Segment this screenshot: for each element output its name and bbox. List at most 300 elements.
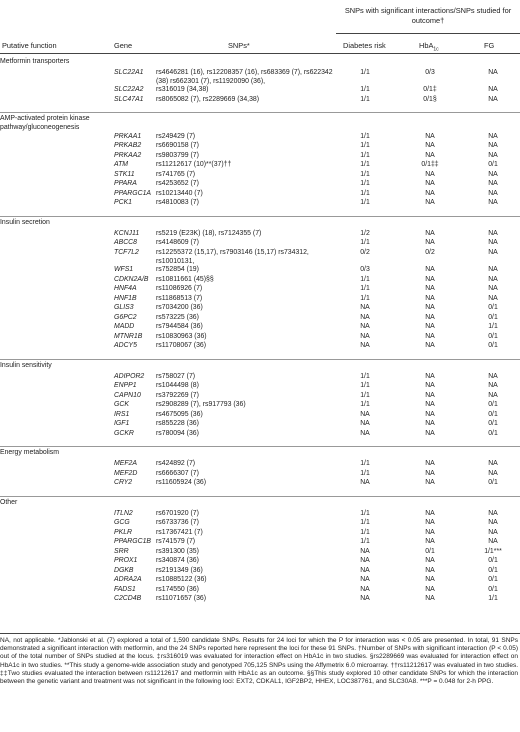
diabetes-risk-cell: 1/1 [360,391,370,399]
diabetes-risk-cell: NA [360,332,370,340]
diabetes-risk-cell: 0/3 [360,266,370,274]
gene-cell: ADIPOR2 [114,372,145,380]
fg-cell: NA [488,69,498,76]
hba1c-cell: NA [425,528,435,536]
function-cell [0,239,114,249]
snps-cell: rs758027 (7) [156,372,196,380]
diabetes-risk-cell: NA [360,323,370,331]
snps-cell: rs573225 (36) [156,313,199,321]
snps-cell: rs17367421 (7) [156,528,203,536]
gene-cell: PROX1 [114,557,138,565]
gene-cell: PCK1 [114,199,133,207]
fg-cell: 0/1 [488,332,498,340]
diabetes-risk-cell: 1/1 [360,285,370,293]
hba1c-cell: NA [425,170,435,178]
gene-cell: WFS1 [114,266,134,274]
section-row [0,496,520,510]
fg-cell: NA [488,95,498,103]
table-row [0,479,520,489]
hba1c-cell: NA [425,410,435,418]
table-row [0,510,520,520]
gene-cell: ENPP1 [114,382,137,390]
gene-cell: STK11 [114,170,135,178]
fg-cell: NA [488,528,498,536]
diabetes-risk-cell: 1/1 [360,401,370,409]
function-cell [0,519,114,529]
hba1c-cell: NA [425,275,435,283]
hba1c-cell: NA [425,576,435,584]
function-cell [0,199,114,209]
function-cell [0,323,114,333]
header-rule [0,53,520,54]
function-cell [0,180,114,190]
fg-cell: NA [488,460,498,468]
fg-cell: NA [488,239,498,247]
snps-cell: rs2908289 (7), rs917793 (36) [156,401,246,409]
table-row [0,586,520,596]
fg-cell: NA [488,538,498,546]
function-cell [0,529,114,539]
snps-cell: rs2191349 (36) [156,566,203,574]
snps-cell: rs11868513 (7) [156,294,203,302]
hba1c-cell: NA [425,132,435,140]
snps-cell: rs10811661 (45)§§ [156,275,214,283]
hba1c-cell: NA [425,229,435,237]
section-divider [0,439,520,447]
table-row [0,470,520,480]
table-row [0,304,520,314]
gene-cell: MEF2A [114,460,137,468]
gene-cell: PRKAB2 [114,142,142,150]
diabetes-risk-cell: 1/1 [360,382,370,390]
hba1c-cell: NA [425,429,435,437]
header-gene: Gene [114,41,133,50]
diabetes-risk-cell: 1/1 [360,239,370,247]
table-row [0,519,520,529]
gene-cell: G6PC2 [114,313,137,321]
section-row [0,113,520,133]
function-cell [0,411,114,421]
diabetes-risk-cell: 1/1 [360,142,370,150]
fg-cell: NA [488,151,498,159]
hba1c-cell: NA [425,342,435,350]
fg-cell: NA [488,189,498,197]
fg-cell: 0/1 [488,585,498,593]
function-cell [0,69,114,86]
diabetes-risk-cell: 1/1 [360,132,370,140]
function-cell [0,285,114,295]
snps-cell: rs11708067 (36) [156,342,207,350]
hba1c-cell: NA [425,382,435,390]
table-row [0,557,520,567]
snps-cell: rs7034200 (36) [156,304,203,312]
hba1c-cell: NA [425,180,435,188]
gene-cell: MTNR1B [114,332,143,340]
fg-cell: 0/1 [488,566,498,574]
gene-cell: CDKN2A/B [114,275,149,283]
header-snps: SNPs* [228,41,250,50]
hba1c-cell: NA [425,595,435,603]
section-divider [0,352,520,360]
gene-cell: PPARA [114,180,137,188]
table-row [0,420,520,430]
gene-cell: ITLN2 [114,509,133,517]
hba1c-cell: NA [425,585,435,593]
snps-cell: rs6666307 (7) [156,469,199,477]
function-cell [0,401,114,411]
snps-cell: rs7944584 (36) [156,323,203,331]
snps-cell: rs12255372 (15,17), rs7903146 (15,17) rs734312, rs10010131, [156,248,309,265]
snps-cell: rs340874 (36) [156,557,199,565]
table-bottom-rule [0,633,520,634]
gene-cell: CRY2 [114,479,133,487]
snps-cell: rs4253652 (7) [156,180,199,188]
fg-cell: NA [488,180,498,188]
function-cell [0,161,114,171]
snps-cell: rs174550 (36) [156,585,199,593]
gene-cell: HNF1B [114,294,137,302]
gene-cell: FADS1 [114,585,136,593]
gene-cell: TCF7L2 [114,248,139,256]
gene-cell: ADCY5 [114,342,137,350]
snps-cell: rs3792269 (7) [156,391,199,399]
section-divider [0,489,520,497]
hba1c-cell: NA [425,372,435,380]
gene-cell: IRS1 [114,410,130,418]
diabetes-risk-cell: 1/1 [360,199,370,207]
snps-cell: rs10885122 (36) [156,576,207,584]
snps-cell: rs391300 (35) [156,547,199,555]
hba1c-cell: NA [425,199,435,207]
function-cell [0,333,114,343]
fg-cell: NA [488,519,498,527]
gene-cell: PKLR [114,528,133,536]
table-row [0,295,520,305]
diabetes-risk-cell: NA [360,304,370,312]
hba1c-cell: NA [425,469,435,477]
diabetes-risk-cell: NA [360,547,370,555]
table-row [0,382,520,392]
hba1c-cell: NA [425,151,435,159]
snps-cell: rs424892 (7) [156,460,196,468]
section-title: Other [0,498,18,506]
hba1c-cell: 0/1‡‡ [421,161,439,169]
gene-cell: SLC47A1 [114,95,144,103]
gene-cell: ATM [114,161,129,169]
fg-cell: NA [488,285,498,293]
table-row [0,373,520,383]
gene-cell: MADD [114,323,135,331]
function-cell [0,230,114,240]
function-cell [0,314,114,324]
snps-cell: rs4675095 (36) [156,410,203,418]
diabetes-risk-cell: 1/1 [360,509,370,517]
diabetes-risk-cell: 1/1 [360,95,370,103]
hba1c-cell: 0/1‡ [423,86,437,94]
table-row [0,567,520,577]
gene-cell: GCKR [114,429,134,437]
fg-cell: 0/1 [488,429,498,437]
function-cell [0,586,114,596]
hba1c-cell: 0/2 [425,248,435,256]
diabetes-risk-cell: 1/1 [360,161,370,169]
diabetes-risk-cell: 0/2 [360,248,370,256]
fg-cell: NA [488,132,498,140]
table-row [0,576,520,586]
header-diabetes-risk: Diabetes risk [343,41,386,50]
diabetes-risk-cell: 1/1 [360,372,370,380]
table-row [0,96,520,106]
fg-cell: 0/1 [488,576,498,584]
table-row [0,133,520,143]
hba1c-cell: NA [425,332,435,340]
hba1c-cell: NA [425,391,435,399]
gene-cell: C2CD4B [114,595,142,603]
snps-cell: rs4148609 (7) [156,239,199,247]
hba1c-cell: NA [425,313,435,321]
gene-cell: GCK [114,401,129,409]
fg-cell: 0/1 [488,401,498,409]
function-cell [0,304,114,314]
table-row [0,180,520,190]
fg-cell: 0/1 [488,304,498,312]
header-hba1c: HbA$_{1c}$ [419,41,439,53]
table-row [0,69,520,86]
table-row [0,276,520,286]
gene-cell: MEF2D [114,469,138,477]
function-cell [0,460,114,470]
diabetes-risk-cell: NA [360,342,370,350]
table-row [0,239,520,249]
function-cell [0,548,114,558]
diabetes-risk-cell: NA [360,576,370,584]
hba1c-cell: NA [425,294,435,302]
diabetes-risk-cell: NA [360,410,370,418]
function-cell [0,266,114,276]
function-cell [0,295,114,305]
hba1c-cell: NA [425,538,435,546]
table-row [0,548,520,558]
fg-cell: 1/1 [488,323,498,331]
gene-cell: DGKB [114,566,134,574]
diabetes-risk-cell: 1/1 [360,460,370,468]
gene-cell: IGF1 [114,420,130,428]
table-row [0,538,520,548]
section-row [0,56,520,69]
table-row [0,411,520,421]
table-row [0,285,520,295]
snps-cell: rs8065082 (7), rs2289669 (34,38) [156,95,260,103]
column-group-header: SNPs with significant interactions/SNPs studied for outcome† [344,6,512,25]
fg-cell: NA [488,229,498,237]
table-row [0,595,520,605]
table-row [0,266,520,276]
hba1c-cell: NA [425,460,435,468]
diabetes-risk-cell: 1/1 [360,180,370,188]
fg-cell: 0/1 [488,342,498,350]
function-cell [0,86,114,96]
diabetes-risk-cell: 1/1 [360,528,370,536]
hba1c-cell: 0/1 [425,547,435,555]
hba1c-cell: NA [425,323,435,331]
gene-cell: GCG [114,519,130,527]
gene-cell: KCNJ11 [114,229,140,237]
header-function: Putative function [2,41,57,50]
table-row [0,86,520,96]
section-row [0,216,520,230]
snps-cell: rs855228 (36) [156,420,199,428]
function-cell [0,420,114,430]
table-row [0,342,520,352]
function-cell [0,557,114,567]
fg-cell: NA [488,266,498,274]
table-row [0,401,520,411]
diabetes-risk-cell: 1/1 [360,151,370,159]
table-row [0,392,520,402]
function-cell [0,373,114,383]
diabetes-risk-cell: 1/1 [360,469,370,477]
gene-cell: PPARGC1A [114,189,152,197]
hba1c-cell: NA [425,304,435,312]
diabetes-risk-cell: 1/1 [360,275,370,283]
section-divider [0,105,520,113]
diabetes-risk-cell: NA [360,429,370,437]
diabetes-risk-cell: 1/1 [360,189,370,197]
snps-cell: rs741765 (7) [156,170,196,178]
diabetes-risk-cell: NA [360,479,370,487]
function-cell [0,470,114,480]
snps-cell: rs6690158 (7) [156,142,199,150]
snps-cell: rs11212617 (10)**(37)†† [156,161,232,169]
fg-cell: NA [488,382,498,390]
snp-table [0,56,520,605]
fg-cell: NA [488,509,498,517]
table-row [0,249,520,266]
function-cell [0,538,114,548]
snps-cell: rs6733736 (7) [156,519,199,527]
gene-cell: PRKAA2 [114,151,142,159]
hba1c-cell: NA [425,189,435,197]
function-cell [0,133,114,143]
snps-cell: rs6701920 (7) [156,509,199,517]
diabetes-risk-cell: 1/1 [360,294,370,302]
table-row [0,314,520,324]
gene-cell: GLIS3 [114,304,134,312]
section-title: AMP-activated protein kinase pathway/gluconeogenesis [0,115,90,132]
function-cell [0,510,114,520]
diabetes-risk-cell: 1/1 [360,86,370,94]
section-title: Metformin transporters [0,58,70,65]
gene-cell: PPARGC1B [114,538,152,546]
fg-cell: NA [488,372,498,380]
fg-cell: NA [488,275,498,283]
table-row [0,199,520,209]
gene-cell: ABCC8 [114,239,137,247]
diabetes-risk-cell: NA [360,585,370,593]
hba1c-cell: NA [425,519,435,527]
gene-cell: CAPN10 [114,391,141,399]
table-row [0,230,520,240]
header-fg: FG [484,41,495,50]
diabetes-risk-cell: NA [360,313,370,321]
hba1c-cell: NA [425,420,435,428]
gene-cell: HNF4A [114,285,137,293]
snps-cell: rs10213440 (7) [156,189,203,197]
fg-cell: 1/1 [488,595,498,603]
snps-cell: rs11071657 (36) [156,595,207,603]
function-cell [0,152,114,162]
snps-cell: rs4810083 (7) [156,199,199,207]
fg-cell: 0/1 [488,557,498,565]
hba1c-cell: 0/1§ [423,95,437,103]
snps-cell: rs316019 (34,38) [156,86,209,94]
hba1c-cell: NA [425,509,435,517]
function-cell [0,576,114,586]
fg-cell: 0/1 [488,420,498,428]
gene-cell: SRR [114,547,129,555]
snps-cell: rs11605924 (36) [156,479,207,487]
diabetes-risk-cell: 1/1 [360,69,370,76]
function-cell [0,249,114,266]
fg-cell: 0/1 [488,313,498,321]
function-cell [0,142,114,152]
fg-cell: NA [488,294,498,302]
diabetes-risk-cell: 1/1 [360,519,370,527]
snps-cell: rs9803799 (7) [156,151,199,159]
snps-cell: rs5219 (E23K) (18), rs7124355 (7) [156,229,262,237]
snps-cell: rs752854 (19) [156,266,199,274]
table-footnote: NA, not applicable. *Jablonski et al. (7) explored a total of 1,590 candidate SNPs. Results for 24 loci for which the P for interaction was < 0.05 are presented. In total, 91 SNPs demonstrated a significant interaction with metformin, and the 24 SNPs reported here represent the loci for these 91 SNPs. †Number of SNPs with significant interaction (P < 0.05) out of the total number of SNPs studied at the locus. ‡rs316019 was evaluated for interaction effect on HbA1c in two studies. §rs2289669 was evaluated for interaction effect on HbA1c in two studies. **This study a genome-wide association study and genotyped 705,125 SNPs using the Affymetrix 6.0 microarray. ††rs11212617 was evaluated in two studies. ‡‡Two studies evaluated the interaction between rs11212617 and metformin with HbA1c as an outcome. §§This study explored 10 other candidate SNPs for which the interaction between the genetic variant and treatment was not significant in the following loci: EXT2, CDKAL1, IGF2BP2, HHEX, LOC387761, and SLC30A8. ***P = 0.048 for 2-h PPG. [0,637,518,686]
diabetes-risk-cell: NA [360,595,370,603]
gene-cell: SLC22A2 [114,86,144,94]
function-cell [0,430,114,440]
diabetes-risk-cell: NA [360,566,370,574]
snps-cell: rs4646281 (16), rs12208357 (16), rs683369 (7), rs622342 (38) rs662301 (7), rs11920090 (36), [156,69,333,85]
fg-cell: 0/1 [488,479,498,487]
function-cell [0,382,114,392]
table-row [0,161,520,171]
function-cell [0,479,114,489]
hba1c-cell: NA [425,557,435,565]
fg-cell: 0/1 [488,161,498,169]
section-title: Insulin secretion [0,218,50,226]
group-underline [336,33,520,34]
gene-cell: PRKAA1 [114,132,142,140]
table-row [0,333,520,343]
section-title: Insulin sensitivity [0,361,52,369]
fg-cell: NA [488,391,498,399]
diabetes-risk-cell: 1/2 [360,229,370,237]
table-row [0,171,520,181]
function-cell [0,276,114,286]
gene-cell: SLC22A1 [114,69,144,76]
snps-cell: rs249429 (7) [156,132,196,140]
diabetes-risk-cell: 1/1 [360,170,370,178]
fg-cell: NA [488,469,498,477]
snps-cell: rs10830963 (36) [156,332,207,340]
function-cell [0,96,114,106]
fg-cell: NA [488,170,498,178]
diabetes-risk-cell: 1/1 [360,538,370,546]
section-title: Energy metabolism [0,449,59,457]
fg-cell: NA [488,142,498,150]
function-cell [0,392,114,402]
snps-cell: rs11086926 (7) [156,285,203,293]
function-cell [0,171,114,181]
fg-cell: 0/1 [488,410,498,418]
fg-cell: NA [488,248,498,256]
hba1c-cell: NA [425,239,435,247]
